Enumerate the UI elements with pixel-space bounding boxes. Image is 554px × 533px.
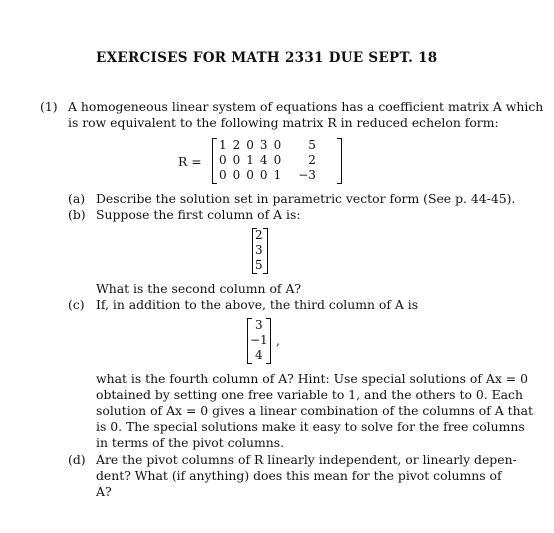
- matrix-entry: −3: [298, 168, 316, 182]
- problem-intro-line2: is row equivalent to the following matrix R in reduced echelon form:: [68, 115, 499, 130]
- paragraph-line: A?: [96, 484, 112, 499]
- vector-entry: 3: [255, 318, 263, 332]
- matrix-entry: 4: [259, 153, 268, 167]
- part-c-label: (c): [68, 297, 85, 312]
- problem-intro-line1: A homogeneous linear system of equations has a coefficient matrix A which: [68, 99, 544, 114]
- part-d-label: (d): [68, 452, 86, 467]
- matrix-entry: 0: [246, 168, 254, 182]
- matrix-entry: 0: [232, 153, 241, 167]
- matrix-entry: 1: [273, 168, 282, 182]
- part-b-text: Suppose the first column of A is:: [96, 207, 301, 222]
- problem-number: (1): [40, 99, 58, 114]
- page-title: EXERCISES FOR MATH 2331 DUE SEPT. 18: [96, 50, 438, 66]
- part-b-question: What is the second column of A?: [96, 281, 302, 296]
- paragraph-line: in terms of the pivot columns.: [96, 435, 285, 450]
- part-c-text: If, in addition to the above, the third column of A is: [96, 297, 419, 312]
- matrix-entry: 0: [273, 138, 282, 152]
- matrix-row: [216, 153, 319, 168]
- matrix-right-bracket: [337, 138, 342, 184]
- matrix-entry: 1: [219, 138, 227, 152]
- matrix-entry: 0: [219, 153, 227, 167]
- matrix-entry: 0: [259, 168, 268, 182]
- vector-entry: 2: [255, 228, 263, 242]
- matrix-entry: 0: [246, 138, 254, 152]
- matrix-entry: 0: [232, 168, 241, 182]
- paragraph-line: dent? What (if anything) does this mean for the pivot columns of: [96, 468, 502, 483]
- matrix-row: [216, 138, 319, 153]
- part-a-label: (a): [68, 191, 86, 206]
- matrix-entry: 0: [273, 153, 282, 167]
- matrix-entry: 3: [259, 138, 268, 152]
- paragraph-line: what is the fourth column of A? Hint: Use special solutions of Ax = 0: [96, 371, 528, 386]
- paragraph-line: obtained by setting one free variable to 1, and the others to 0. Each: [96, 387, 523, 402]
- matrix-entry: 2: [232, 138, 241, 152]
- part-b-label: (b): [68, 207, 86, 222]
- matrix-entry: 2: [308, 153, 316, 167]
- vector-entry: 3: [255, 243, 263, 257]
- vector-third-column: [247, 318, 271, 364]
- paragraph-line: Are the pivot columns of R linearly independent, or linearly depen-: [96, 452, 517, 467]
- matrix-r: [212, 138, 342, 184]
- vector-entry: 4: [255, 348, 263, 362]
- vector-first-column: [252, 228, 268, 274]
- matrix-entry: 1: [246, 153, 254, 167]
- vector-entry: −1: [250, 333, 268, 347]
- vector-entry: 5: [255, 258, 263, 272]
- part-a-text: Describe the solution set in parametric vector form (See p. 44-45).: [96, 191, 516, 206]
- paragraph-line: is 0. The special solutions make it easy to solve for the free columns: [96, 419, 525, 434]
- vector-comma: ,: [276, 333, 280, 348]
- matrix-row: [216, 168, 319, 183]
- matrix-entry: 5: [308, 138, 316, 152]
- matrix-r-label: R =: [178, 154, 202, 169]
- paragraph-line: solution of Ax = 0 gives a linear combination of the columns of A that: [96, 403, 533, 418]
- matrix-entry: 0: [219, 168, 227, 182]
